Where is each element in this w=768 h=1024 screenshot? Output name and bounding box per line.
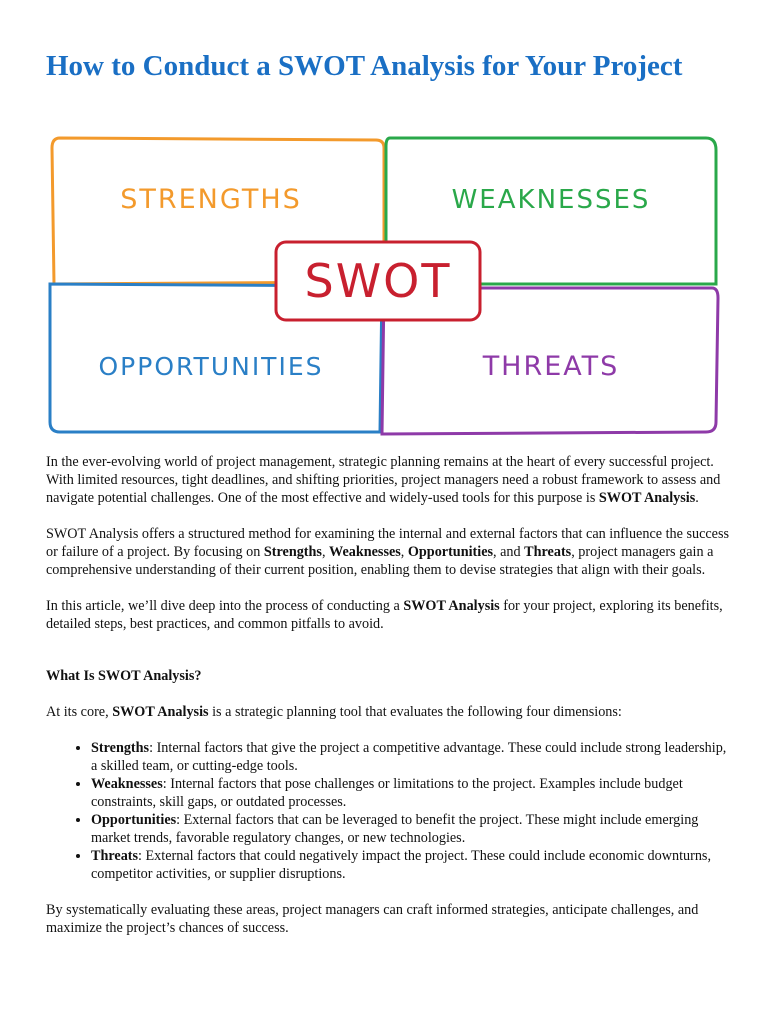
list-term: Threats [91,848,139,864]
intro-p2-end: , project managers gain a comprehensive understanding of their current position, enabling them to devise strategies that align with their goals. [46,544,714,578]
intro-p3-a: In this article, we’ll dive deep into the process of conducting a [46,598,404,614]
list-term: Weaknesses [91,776,163,792]
list-item-opportunities [91,811,736,847]
intro-p1-bold: SWOT Analysis [598,490,696,506]
section-lead [46,703,736,721]
intro-p2-sep2: , [400,544,408,560]
list-term: Opportunities [91,812,177,828]
intro-paragraph-1 [46,453,736,507]
closing-paragraph: By systematically evaluating these areas, project managers can craft informed strategies, anticipate challenges, and maximize the project’s chances of success. [46,902,699,936]
intro-p2-weaknesses: Weaknesses [329,544,401,560]
intro-p2-opportunities: Opportunities [407,544,494,560]
list-text: : Internal factors that give the project a competitive advantage. These could include strong leadership, a skilled team, or cutting-edge tools. [91,740,727,774]
intro-p1-text: In the ever-evolving world of project management, strategic planning remains at the heart of every successful project. With limited resources, tight deadlines, and shifting priorities, project managers need a robust framework to assess and navigate potential challenges. One of the most effective and widely-used tools for this purpose is [46,454,721,506]
dimensions-list [46,739,736,883]
list-item-weaknesses [91,775,736,811]
intro-paragraph-2 [46,525,736,579]
section-lead-a: At its core, [46,704,113,720]
intro-p2-a: SWOT Analysis offers a structured method for examining the internal and external factors that can influence the success or failure of a project. By focusing on [46,526,730,560]
intro-p2-threats: Threats [524,544,572,560]
intro-p1-end: . [695,490,699,506]
list-item-threats [91,847,736,883]
list-text: : External factors that could negatively impact the project. These could include economic downturns, competitor activities, or supplier disruptions. [91,848,711,882]
article-body [46,453,736,955]
swot-diagram [46,132,722,436]
list-text: : Internal factors that pose challenges or limitations to the project. Examples include budget constraints, skill gaps, or outdated processes. [91,776,683,810]
list-term: Strengths [91,740,150,756]
intro-paragraph-3 [46,597,736,633]
section-lead-end: is a strategic planning tool that evaluates the following four dimensions: [208,704,622,720]
weaknesses-label: WEAKNESSES [451,185,651,215]
page-title: How to Conduct a SWOT Analysis for Your Project [46,50,683,82]
intro-p3-bold: SWOT Analysis [403,598,500,614]
list-item-strengths [91,739,736,775]
strengths-label: STRENGTHS [120,184,302,215]
threats-label: THREATS [482,351,620,382]
intro-p2-strengths: Strengths [263,544,322,560]
intro-p2-sep1: , [321,544,330,560]
intro-p2-sep3: , and [493,544,525,560]
swot-center-label: SWOT [304,254,452,308]
intro-p3-end: for your project, exploring its benefits, detailed steps, best practices, and common pitfalls to avoid. [46,598,723,632]
list-text: : External factors that can be leveraged to benefit the project. These might include emerging market trends, favorable regulatory changes, or new technologies. [91,812,699,846]
section-lead-bold: SWOT Analysis [112,704,209,720]
section-heading: What Is SWOT Analysis? [46,668,202,684]
opportunities-label: OPPORTUNITIES [98,352,324,381]
